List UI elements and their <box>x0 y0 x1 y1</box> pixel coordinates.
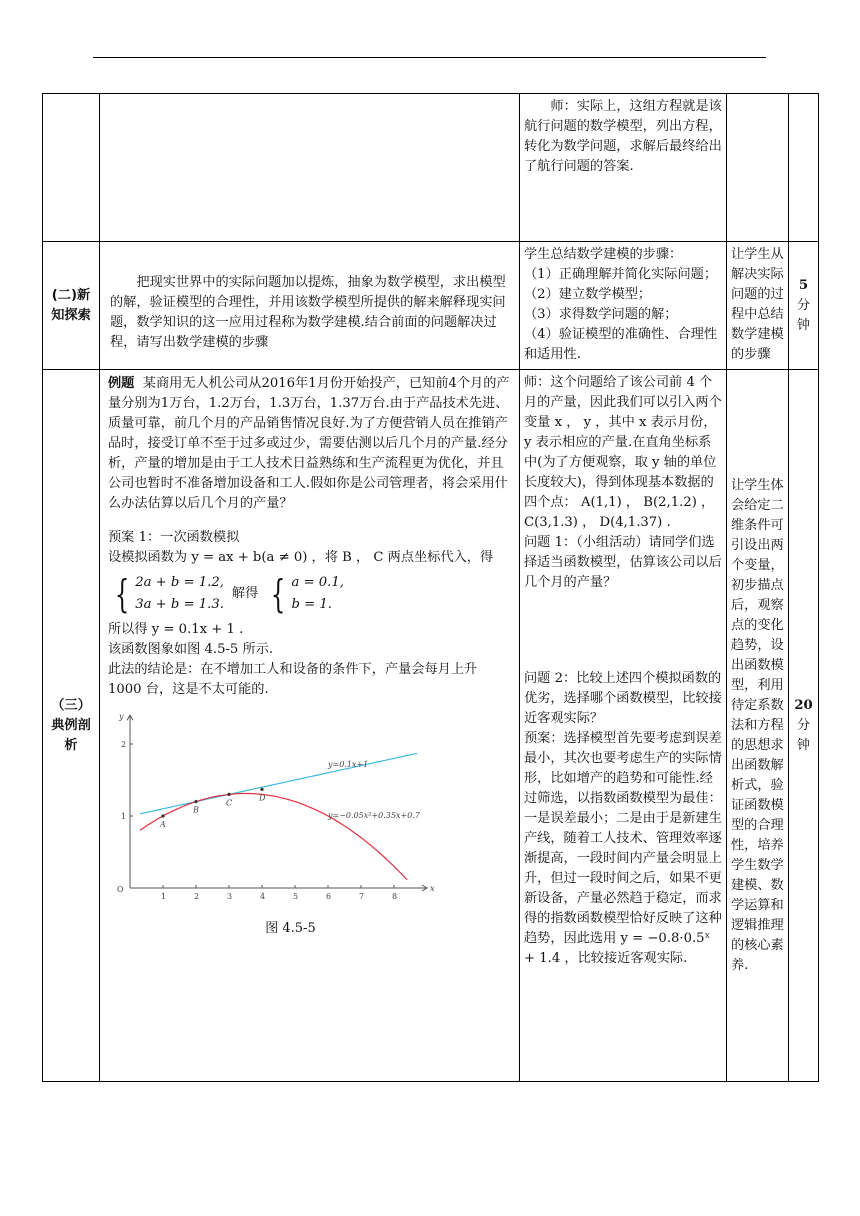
x-tick-label: 5 <box>293 892 299 901</box>
example-text: 某商用无人机公司从2016年1月份开始投产，已知前4个月的产量分别为1万台，1.2万台，1.3万台，1.37万台.由于产品技术先进、质量可靠，前几个月的产品销售情况良好.为了方便营销人员在推销产品时，接受订单不至于过多或过少，需要估测以后几个月的产量.经分析，产量的增加是由于工人技术日益熟练和生产流程更为优化，并且公司也暂时不准备增加设备和工人.假如你是公司管理者，将会采用什么办法估算以后几个月的产量？ <box>108 376 510 511</box>
intent-text: 让学生从解决实际问题的过程中总结数学建模的步骤 <box>731 247 784 362</box>
content-cell <box>100 94 520 242</box>
series-label: y=−0.05x²+0.35x+0.7 <box>328 811 420 821</box>
equation: a = 0.1, <box>291 575 344 590</box>
y-tick-label: 2 <box>121 740 127 749</box>
series-label: y=0.1x+1 <box>328 760 369 770</box>
x-tick-label: 3 <box>227 892 233 901</box>
x-tick-label: 6 <box>326 892 332 901</box>
intent-cell <box>727 370 789 1082</box>
data-point-D <box>260 788 263 791</box>
function-graph <box>108 706 513 939</box>
y-tick-label: 1 <box>121 812 127 821</box>
model-answer: 预案：选择模型首先要考虑到误差最小，其次也要考虑生产的实际情形，比如增产的趋势和可能性.经过筛选，以指数函数模型为最佳：一是误差最小；二是由于是新建生产线，随着工人技术、管理效率逐渐提高，一段时间内产量会明显上升，但过一段时间之后，如果不更新设备，产量必然趋于稳定，而求得的指数函数模型恰好反映了这种趋势，因此选用 y = −0.8·0.5ˣ + 1.4 ，比较接近客观实际. <box>524 731 722 966</box>
table-row <box>43 370 819 1082</box>
intent-cell <box>727 242 789 370</box>
teacher-cell <box>520 94 727 242</box>
student-title: 学生总结数学建模的步骤： <box>524 247 683 262</box>
time-cell <box>789 94 819 242</box>
y-axis-label: y <box>119 712 124 722</box>
plan1-title: 预案 1：一次函数模拟 <box>108 530 240 545</box>
time-number: 20 <box>794 697 813 713</box>
point-label: B <box>193 805 199 815</box>
x-tick-label: 2 <box>194 892 200 901</box>
stage-label: （三）典例剖析 <box>43 370 100 1082</box>
data-point-C <box>227 793 230 796</box>
x-tick-label: 1 <box>161 892 167 901</box>
origin-label: O <box>117 885 124 894</box>
modeling-definition: 把现实世界中的实际问题加以提炼，抽象为数学模型，求出模型的解，验证模型的合理性，并用该数学模型所提供的解来解释现实问题，数学知识的这一应用过程称为数学建模.结合前面的问题解决过程，请写出数学建模的步骤 <box>110 274 506 350</box>
equation: 2a + b = 1.2, <box>135 575 224 590</box>
student-steps-cell <box>520 242 727 370</box>
teacher-text: 师：实际上，这组方程就是该航行问题的数学模型，列出方程，转化为数学问题，求解后最终给出了航行问题的答案. <box>524 99 722 174</box>
time-cell <box>789 242 819 370</box>
step-item: （4）验证模型的准确性、合理性和适用性. <box>524 327 718 362</box>
point-label: D <box>259 793 266 803</box>
plan1-result: 所以得 y = 0.1x + 1 . <box>108 622 244 637</box>
lesson-plan-table <box>42 93 819 1082</box>
stage-label: (二)新知探索 <box>43 242 100 370</box>
time-unit: 分钟 <box>796 297 811 333</box>
content-cell <box>100 242 520 370</box>
intent-cell <box>727 94 789 242</box>
question-2: 问题 2：比较上述四个模拟函数的优劣，选择哪个函数模型，比较接近客观实际？ <box>524 671 722 726</box>
step-item: （3）求得数学问题的解； <box>524 307 678 322</box>
step-item: （1）正确理解并简化实际问题； <box>524 267 718 282</box>
quadratic-model-curve <box>140 794 407 880</box>
x-tick-label: 4 <box>260 892 266 901</box>
linear-model-line <box>140 753 417 813</box>
teacher-intro: 师：这个问题给了该公司前 4 个月的产量，因此我们可以引入两个变量 x ， y ，其中 x 表示月份， y 表示相应的产量.在直角坐标系中(为了方便观察，取 y 轴的单位长度较大)，得到体现基本数据的四个点： A(1,1) ， B(2,1.2) ， C(3,1.3) ， D(4,1.37) . <box>524 375 722 530</box>
x-tick-label: 8 <box>392 892 398 901</box>
equation: 3a + b = 1.3. <box>135 597 224 612</box>
time-unit: 分钟 <box>796 717 811 753</box>
time-cell <box>789 370 819 1082</box>
point-label: A <box>160 820 166 829</box>
solve-word: 解得 <box>231 586 259 601</box>
equation-system <box>110 572 513 616</box>
figure-caption: 图 4.5-5 <box>265 921 316 936</box>
x-axis-label: x <box>430 884 435 893</box>
table-row <box>43 242 819 370</box>
intent-text: 让学生体会给定二维条件可引设出两个变量，初步描点后，观察点的变化趋势，设出函数模型，利用待定系数法和方程的思想求出函数解析式，验证函数模型的合理性，培养学生数学建模、数学运算和逻辑推理的核心素养. <box>731 477 784 973</box>
example-problem <box>108 374 513 514</box>
system-left: { 2a + b = 1.2, 3a + b = 1.3. <box>114 572 224 616</box>
point-label: C <box>226 798 233 808</box>
plan1-setup: 设模拟函数为 y = ax + b(a ≠ 0) ，将 B ， C 两点坐标代入，得 <box>108 550 494 565</box>
x-tick-label: 7 <box>359 892 365 901</box>
system-right: { a = 0.1, b = 1. <box>271 572 344 616</box>
example-label: 例题 <box>108 376 135 391</box>
graph-reference: 该函数图象如图 4.5-5 所示. <box>108 642 274 657</box>
graph-svg <box>108 706 435 906</box>
teacher-cell <box>520 370 727 1082</box>
data-point-B <box>194 800 197 803</box>
question-1: 问题 1：（小组活动）请同学们选择适当函数模型，估算该公司以后几个月的产量？ <box>524 535 722 590</box>
stage-cell <box>43 94 100 242</box>
data-point-A <box>161 814 164 817</box>
plan1-conclusion: 此法的结论是：在不增加工人和设备的条件下，产量会每月上升 1000 台，这是不太可能的. <box>108 662 478 697</box>
example-cell <box>100 370 520 1082</box>
time-number: 5 <box>798 277 809 293</box>
equation: b = 1. <box>291 597 332 612</box>
header-rule <box>93 57 766 58</box>
table-row <box>43 94 819 242</box>
step-item: （2）建立数学模型； <box>524 287 652 302</box>
